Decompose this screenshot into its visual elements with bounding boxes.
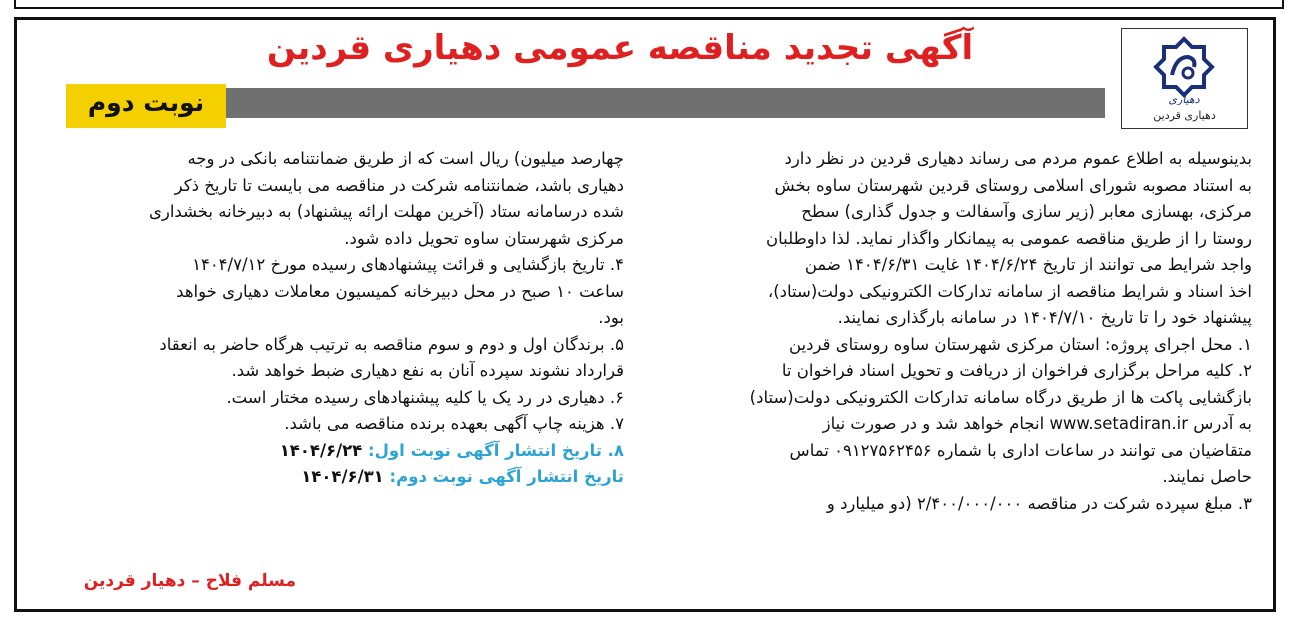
- logo-caption: دهیاری قردین: [1153, 109, 1216, 122]
- badge-label: نوبت دوم: [87, 88, 205, 117]
- list-item: ۲. کلیه مراحل برگزاری فراخوان از دریافت و تحویل اسناد فراخوان تا: [781, 361, 1252, 380]
- top-border: [14, 0, 1284, 9]
- paragraph-line: مرکزی شهرستان ساوه تحویل داده شود.: [344, 228, 624, 248]
- paragraph-line: واجد شرایط می توانند از تاریخ ۱۴۰۴/۶/۲۴ غایت ۱۴۰۴/۶/۳۱ ضمن: [804, 255, 1252, 274]
- paragraph-line: بدینوسیله به اطلاع عموم مردم می رساند دهیاری قردین در نظر دارد: [784, 149, 1252, 168]
- second-round-badge: [66, 84, 226, 128]
- list-item: ۳. مبلغ سپرده شرکت در مناقصه ۲/۴۰۰/۰۰۰/۰۰۰ (دو میلیارد و: [826, 493, 1252, 513]
- paragraph-line: به استناد مصوبه شورای اسلامی روستای قردین شهرستان ساوه بخش: [774, 175, 1252, 195]
- first-publication-label: ۸. تاریخ انتشار آگهی نوبت اول:: [368, 440, 624, 460]
- signature: مسلم فلاح – دهیار قردین: [83, 571, 296, 591]
- dehyari-logo: [1121, 28, 1248, 129]
- paragraph-line: به آدرس www.setadiran.ir انجام خواهد شد و در صورت نیاز: [822, 414, 1252, 433]
- paragraph-line: پیشنهاد خود را تا تاریخ ۱۴۰۴/۷/۱۰ در سامانه بارگذاری نمایند.: [837, 308, 1252, 327]
- title-underline-bar: [225, 88, 1105, 118]
- left-column: [36, 146, 624, 491]
- dehyari-emblem-icon: [1132, 35, 1237, 105]
- paragraph-line: شده درسامانه ستاد (آخرین مهلت ارائه پیشنهاد) به دبیرخانه بخشداری: [148, 202, 624, 221]
- paragraph-line: دهیاری باشد، ضمانتنامه شرکت در مناقصه می بایست تا تاریخ ذکر: [174, 175, 624, 195]
- paragraph-line: بود.: [598, 308, 624, 327]
- list-item: ۵. برندگان اول و دوم و سوم مناقصه به ترتیب هرگاه حاضر به انعقاد: [159, 334, 624, 354]
- list-item: ۴. تاریخ بازگشایی و قرائت پیشنهادهای رسیده مورخ ۱۴۰۴/۷/۱۲: [192, 255, 624, 274]
- paragraph-line: مرکزی، بهسازی معابر (زیر سازی وآسفالت و جدول گذاری) سطح: [801, 202, 1252, 221]
- paragraph-line: چهارصد میلیون) ریال است که از طریق ضمانتنامه بانکی در وجه: [187, 149, 624, 168]
- paragraph-line: قرارداد نشوند سپرده آنان به نفع دهیاری ضبط خواهد شد.: [231, 361, 624, 380]
- list-item: ۶. دهیاری در رد یک یا کلیه پیشنهادهای رسیده مختار است.: [226, 387, 624, 407]
- second-publication-date: [36, 464, 624, 491]
- paragraph-line: روستا را از طریق مناقصه عمومی به پیمانکار واگذار نماید. لذا داوطلبان: [766, 228, 1252, 248]
- right-column: [660, 146, 1252, 517]
- paragraph-line: متقاضیان می توانند در ساعات اداری با شماره ۰۹۱۲۷۵۶۲۴۵۶ تماس: [789, 440, 1252, 460]
- paragraph-line: بازگشایی پاکت ها از طریق درگاه سامانه تدارکات الکترونیکی دولت(ستاد): [749, 387, 1252, 407]
- first-publication-value: ۱۴۰۴/۶/۲۴: [279, 440, 363, 460]
- second-publication-value: ۱۴۰۴/۶/۳۱: [301, 467, 384, 486]
- second-publication-label: تاریخ انتشار آگهی نوبت دوم:: [389, 467, 624, 486]
- paragraph-line: ساعت ۱۰ صبح در محل دبیرخانه کمیسیون معاملات دهیاری خواهد: [176, 281, 624, 301]
- paragraph-line: اخذ اسناد و شرایط مناقصه از سامانه تدارکات الکترونیکی دولت(ستاد)،: [767, 281, 1252, 301]
- logo-script: دهیاری: [1168, 93, 1200, 105]
- list-item: ۱. محل اجرای پروژه: استان مرکزی شهرستان ساوه روستای قردین: [788, 334, 1252, 354]
- notice-title: آگهی تجدید مناقصه عمومی دهیاری قردین: [266, 28, 974, 68]
- paragraph-line: حاصل نمایند.: [1162, 467, 1252, 486]
- list-item: ۷. هزینه چاپ آگهی بعهده برنده مناقصه می باشد.: [284, 414, 624, 433]
- first-publication-date: [36, 438, 624, 465]
